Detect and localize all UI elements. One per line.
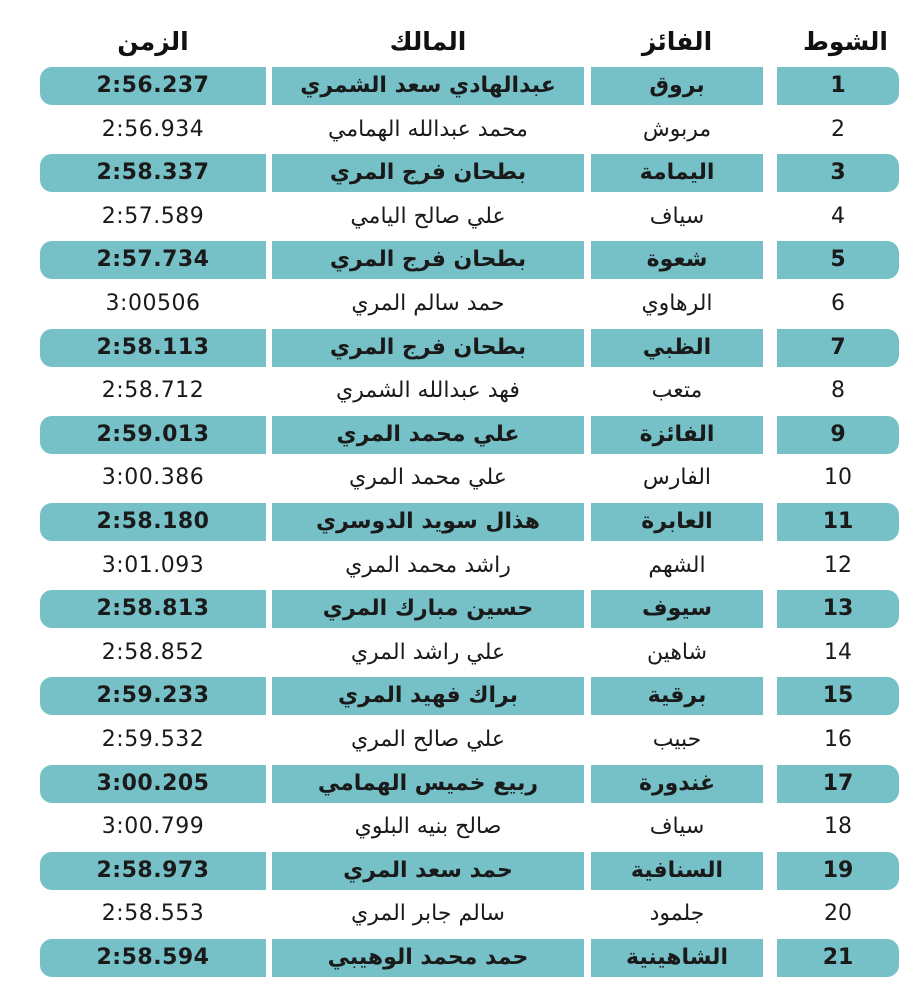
race-cell: 21 [777,939,899,977]
race-cell: 5 [777,241,899,279]
header-winner: الفائز [641,27,713,56]
race-cell: 18 [824,814,852,840]
table-row [0,590,914,628]
time-cell: 2:58.852 [101,639,205,665]
table-row [0,111,914,149]
winner-cell: سياف [649,203,705,229]
race-cell: 17 [777,765,899,803]
table-row [0,241,914,279]
winner-cell: جلمود [649,901,705,927]
winner-cell: الظبي [591,329,763,367]
table-row [0,285,914,323]
race-cell: 7 [777,329,899,367]
header-race: الشوط [802,27,889,56]
table-row [0,939,914,977]
race-cell: 12 [824,552,852,578]
owner-cell: حمد محمد الوهيبي [272,939,584,977]
table-row [0,154,914,192]
owner-cell: علي صالح اليامي [350,203,506,229]
owner-cell: بطحان فرج المري [272,154,584,192]
time-cell: 2:58.712 [101,378,205,404]
time-cell: 2:59.233 [40,677,266,715]
winner-cell: الفارس [642,465,712,491]
owner-cell: محمد عبدالله الهمامي [328,116,528,142]
winner-cell: غندورة [591,765,763,803]
race-cell: 9 [777,416,899,454]
winner-cell: متعب [651,378,703,404]
winner-cell: بروق [591,67,763,105]
race-cell: 6 [831,291,845,316]
race-cell: 15 [777,677,899,715]
table-row [0,721,914,759]
time-cell: 2:56.934 [101,116,205,142]
winner-cell: حبيب [652,727,702,752]
owner-cell: علي محمد المري [272,416,584,454]
race-cell: 10 [824,465,852,491]
owner-cell: راشد محمد المري [345,552,511,578]
owner-cell: علي راشد المري [350,639,506,665]
winner-cell: سيوف [591,590,763,628]
table-row [0,852,914,890]
time-cell: 2:58.594 [40,939,266,977]
time-cell: 2:57.734 [40,241,266,279]
winner-cell: شعوة [591,241,763,279]
race-cell: 2 [831,116,845,142]
table-row [0,765,914,803]
winner-cell: الفائزة [591,416,763,454]
winner-cell: برقية [591,677,763,715]
winner-cell: سياف [649,814,705,840]
winner-cell: مربوش [642,116,712,142]
owner-cell: علي محمد المري [349,465,507,491]
time-cell: 2:58.113 [40,329,266,367]
table-row [0,198,914,236]
time-cell: 2:58.337 [40,154,266,192]
owner-cell: حسين مبارك المري [272,590,584,628]
time-cell: 3:00.799 [101,814,205,840]
winner-cell: شاهين [646,639,708,665]
race-cell: 3 [777,154,899,192]
table-row [0,329,914,367]
header-time: الزمن [117,27,189,56]
owner-cell: ربيع خميس الهمامي [272,765,584,803]
time-cell: 3:00506 [105,291,201,316]
owner-cell: هذال سويد الدوسري [272,503,584,541]
table-row [0,634,914,672]
header-owner: المالك [389,27,467,56]
time-cell: 2:58.553 [101,901,205,927]
race-cell: 14 [824,639,852,665]
table-row [0,677,914,715]
time-cell: 3:01.093 [101,552,205,578]
owner-cell: علي صالح المري [351,727,505,752]
time-cell: 3:00.205 [40,765,266,803]
owner-cell: حمد سالم المري [351,291,505,316]
race-cell: 19 [777,852,899,890]
winner-cell: اليمامة [591,154,763,192]
time-cell: 2:59.013 [40,416,266,454]
winner-cell: العابرة [591,503,763,541]
table-header [0,22,914,62]
table-row [0,459,914,497]
table-row [0,808,914,846]
owner-cell: براك فهيد المري [272,677,584,715]
owner-cell: بطحان فرج المري [272,329,584,367]
race-cell: 4 [831,203,845,229]
race-cell: 11 [777,503,899,541]
owner-cell: فهد عبدالله الشمري [336,378,520,404]
race-cell: 1 [777,67,899,105]
time-cell: 2:57.589 [101,203,205,229]
owner-cell: عبدالهادي سعد الشمري [272,67,584,105]
owner-cell: صالح بنيه البلوي [354,814,502,840]
winner-cell: الشاهينية [591,939,763,977]
time-cell: 2:59.532 [101,727,205,752]
race-cell: 16 [824,727,852,752]
winner-cell: السنافية [591,852,763,890]
race-cell: 8 [831,378,845,404]
time-cell: 2:58.180 [40,503,266,541]
table-row [0,895,914,933]
time-cell: 3:00.386 [101,465,205,491]
time-cell: 2:56.237 [40,67,266,105]
owner-cell: سالم جابر المري [351,901,505,927]
winner-cell: الشهم [648,552,706,578]
table-row [0,503,914,541]
table-row [0,416,914,454]
race-cell: 20 [824,901,852,927]
table-row [0,547,914,585]
race-cell: 13 [777,590,899,628]
owner-cell: حمد سعد المري [272,852,584,890]
time-cell: 2:58.813 [40,590,266,628]
time-cell: 2:58.973 [40,852,266,890]
winner-cell: الرهاوي [641,291,713,316]
table-row [0,67,914,105]
table-row [0,372,914,410]
owner-cell: بطحان فرج المري [272,241,584,279]
